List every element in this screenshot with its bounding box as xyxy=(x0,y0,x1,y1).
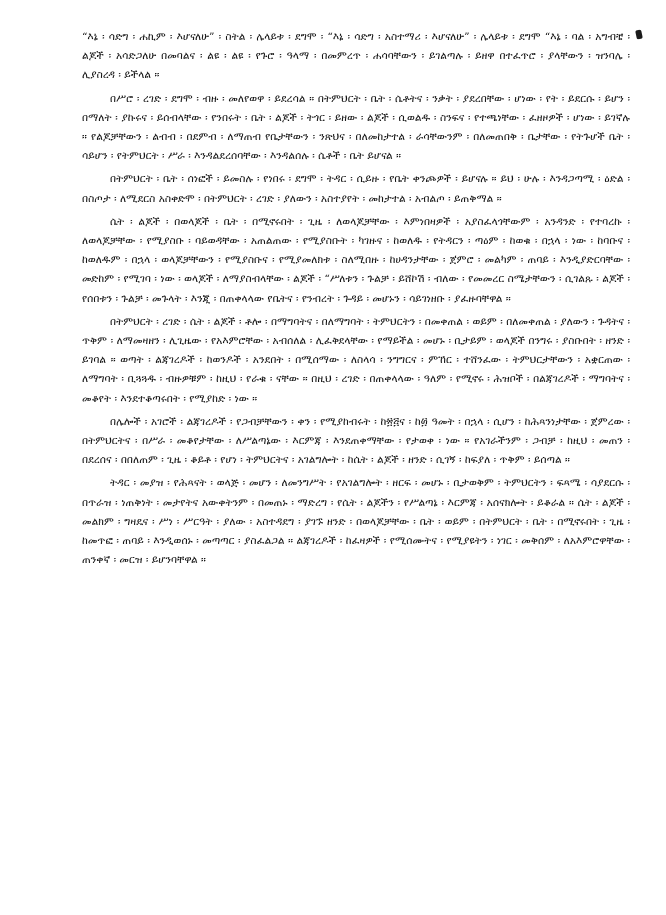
paragraph-2: በሥሮ ፡ ረገድ ፡ ደግሞ ፡ ብዙ ፡ መለየወዋ ፡ ይደረሳል ። በትምህርት ፡ ቤት ፡ ሴቶትና ፡ ንቃት ፡ ያደረበቸው ፡ ሆነው ፡ የት ፡ ይደርሱ ፡ ይሆን ፡ በማለት ፡ ያኩሩና ፡ ይሰብላቸው ፡ የንበሩት ፡ ቤት ፡ ልጆች ፡ ትጎር ፡ ይዘው ፡ ልጆች ፡ ሲወልዱ ፡ ስንፍና ፡ የተጫነቸው ፡ ፈዘዞዎች ፡ ሆነው ፡ ይገኛሉ ። የልጆቻቸውን ፡ ልብብ ፡ በደምብ ፡ ለማጠብ የቤታቸውን ፡ ንጽህና ፡ በለመከታተል ፡ ራሳቸውንም ፡ በለመጠበቅ ፡ ቤታቸው ፡ የትጉሆች ቤት ፡ ሳይሆን ፡ የትምህርት ፡ ሥራ ፡ እንዳልደረሰባቸው ፡ እንዳልሰሉ ፡ ሴቶች ፡ ቤት ይሆናል ። xyxy=(82,92,630,163)
paragraph-6: በሌሎች ፡ አገሮች ፡ ልጃገረዶች ፡ የጋብቻቸውን ፡ ቀን ፡ የሚያከብሩት ፡ ከ፳፭ና ፡ ከ፴ ዓመት ፡ በኋላ ፡ ሲሆን ፡ ከሕጻንነታቸው ፡ ጀምረው ፡ በትምህርትና ፡ በሥራ ፡ መቆየታቸው ፡ ለሥልጣኔው ፡ እርምጃ ፡ እንደጠቀማቸው ፡ የታወቀ ፡ ነው ። የአገራችንም ፡ ጋብቻ ፡ ከዚህ ፡ መጠን ፡ በደረሰና ፡ በበለጠም ፡ ጊዜ ፡ ቆይቶ ፡ የሆነ ፡ ትምህርትና ፡ አገልግሎት ፡ ከሴት ፡ ልጆች ፡ ዘንድ ፡ ሲገኝ ፡ ከፍያለ ፡ ጥቅም ፡ ይሰጣል ። xyxy=(82,415,630,467)
paragraph-4: ሴት ፡ ልጆች ፡ በወላጆች ፡ ቤት ፡ በሚኖሩበት ፡ ጊዜ ፡ ለወላጆቻቸው ፡ እምነበዛዎች ፡ አያስፈላጎቸውም ፡ አንዳንድ ፡ የተባረኩ ፡ ለወላጆቻቸው ፡ የሚያስቡ ፡ ባይወዳቸው ፡ አጠልጠው ፡ የሚያስቡት ፡ ካገዙና ፡ ከወለዱ ፡ የትዳርን ፡ ጣዕም ፡ ከወቁ ፡ በኋላ ፡ ነው ፡ ከባቡና ፡ ከወለዱም ፡ በኋላ ፡ ወላጆቻቸውን ፡ የሚያስቡና ፡ የሚያመለክቱ ፡ ስለሚበዙ ፡ ከሀዳንታቸው ፡ ጀምሮ ፡ መልካም ፡ ጠባይ ፡ እንዲያድርባቸው ፡ መድከም ፡ የሚገባ ፡ ነው ፡ ወላጆች ፡ ለማያስብላቸው ፡ ልጆች ፡ “ሥለቱን ፡ ጉልቻ ፡ ይሸኮሽ ፡ ብለው ፡ የመመረር ስሜታቸውን ፡ ሲገልጹ ፡ ልጆች ፡ የሰበቱን ፡ ጉልቻ ፡ መጉላት ፡ እንጂ ፡ በጠቀላላው የቤትና ፡ የንብረት ፡ ጉዳይ ፡ መሆኑን ፡ ሳይገነዘቡ ፡ ያፈዙባቸዋል ። xyxy=(82,215,630,305)
paragraph-1: “እኔ ፡ ሳድግ ፡ ሐኪም ፡ እሆናለሁ” ፡ ስትል ፡ ሌላይቱ ፡ ደግሞ ፡ “እኔ ፡ ሳድግ ፡ አስተማሪ ፡ እሆናለሁ” ፡ ሌላይቱ ፡ ደግሞ “እኔ ፡ ባል ፡ አግብቼ ፡ ልጆች ፡ አሳድጋለሁ በመባልና ፡ ልዩ ፡ ልዩ ፡ የጉሮ ፡ ዓላማ ፡ በመምረጥ ፡ ሐሳባቸውን ፡ ይገልጣሉ ፡ ይዘዋ በተፈጥሮ ፡ ያላቸውን ፡ ዝንባሌ ፡ ሊያስረዳ ፡ ይችላል ። xyxy=(82,31,630,82)
paragraph-7: ትዳር ፡ መያዝ ፡ የሕጻናት ፡ ወላጅ ፡ መሆን ፡ ለመንግሥት ፡ የአገልግሎት ፡ ዘርፍ ፡ መሆኑ ፡ ቢታወቅም ፡ ትምህርትን ፡ ፍጻሜ ፡ ሳያደርሱ ፡ በጥራዝ ፡ ነጠቅነት ፡ መታየትና አውቀትንም ፡ በመጠኑ ፡ ማድረግ ፡ የሴት ፡ ልጆችን ፡ የሥልጣኔ ፡ እርምጃ ፡ አሰናክሎት ፡ ይቆራል ። ሴት ፡ ልጆች ፡ መልክም ፡ ግዛዴና ፡ ሥነ ፡ ሥርዓት ፡ ያለው ፡ አስተዳደግ ፡ ያገኙ ዘንድ ፡ በወላጆቻቸው ፡ ቤት ፡ ወይም ፡ በትምህርት ፡ ቤት ፡ በሚኖሩበት ፡ ጊዜ ፡ ከመጥፎ ፡ ጠባይ ፡ እንዲወሰኑ ፡ መጣጣር ፡ ያስፈልጋል ። ልጃገረዶች ፡ ከፈዛዎች ፡ የሚሰሙትና ፡ የሚያዩትን ፡ ነገር ፡ መቅሰም ፡ ለአእምሮዋቸው ፡ ጠንቀኛ ፡ መርዝ ፡ ይሆንባቸዋል ። xyxy=(82,477,630,567)
body-text xyxy=(82,28,630,574)
ink-speck xyxy=(635,29,643,39)
paragraph-5: በትምህርት ፡ ረገድ ፡ ሴት ፡ ልጆች ፡ ቶሎ ፡ በማግባትና ፡ በለማግባት ፡ ትምህርትን ፡ በመቀጠል ፡ ወይም ፡ በለመቀጠል ፡ ያለውን ፡ ጉዳትና ፡ ጥቅም ፡ ለማመዛዘን ፡ ሊጊዜው ፡ የአእምሮቸው ፡ አብሰለል ፡ ሊፈቅደላቸው ፡ የማይችል ፡ መሆኑ ፡ ቢታይም ፡ ወላጆች በንግሩ ፡ ያስቡበት ፡ ዘንድ ፡ ይገባል ። ወጣት ፡ ልጃገረዶች ፡ ከወንዶች ፡ አንደበት ፡ በሚሰማው ፡ ለስላሳ ፡ ንግግርና ፡ ምኸር ፡ ተሸንፈው ፡ ትምህርታቸውን ፡ አቋርጠው ፡ ለማግባት ፡ ቢጓጓዱ ፡ ብዙዎቹም ፡ ከዚህ ፡ የራቁ ፡ ናቸው ። በዚህ ፡ ረገድ ፡ በጠቀላላው ፡ ዓለም ፡ የሚኖሩ ፡ ሕዝቦች ፡ በልጃገረዶች ፡ ማግባትና ፡ መቆየት ፡ እንደተቆጣሩበት ፡ የሚያከድ ፡ ነው ። xyxy=(82,315,630,405)
paragraph-3: በትምህርት ፡ ቤት ፡ ሰነፎች ፡ ይመስሉ ፡ የነበሩ ፡ ደግሞ ፡ ትዳር ፡ ሲይዙ ፡ የቤት ቀንጮዎች ፡ ይሆናሉ ። ይህ ፡ ሁሉ ፡ እንዳጋጣሚ ፡ ዕድል ፡ በስጦታ ፡ ለሚደርስ አስቀድሞ ፡ በትምህርት ፡ ረገድ ፡ ያለውን ፡ አስተያየት ፡ መከታተል ፡ አብልጦ ፡ ይጠቅማል ። xyxy=(82,173,630,205)
